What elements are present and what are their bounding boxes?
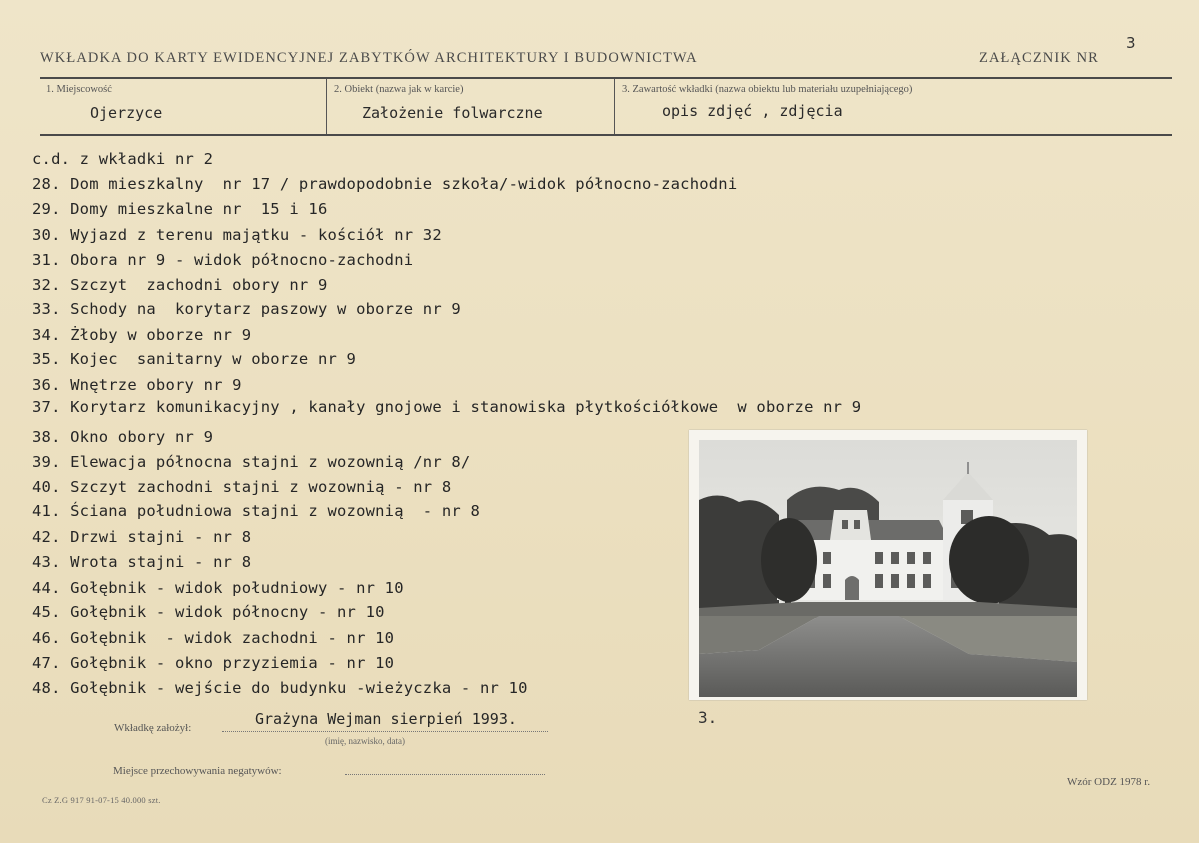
author-label: Wkładkę założył: xyxy=(114,722,192,734)
content-label: 3. Zawartość wkładki (nazwa obiektu lub materiału uzupełniającego) xyxy=(622,84,913,95)
entry-30: 30. Wyjazd z terenu majątku - kościół nr 32 xyxy=(32,226,442,244)
author-dotted-line xyxy=(222,731,548,732)
object-label: 2. Obiekt (nazwa jak w karcie) xyxy=(334,84,464,95)
manor-photo xyxy=(689,430,1087,700)
locality-value: Ojerzyce xyxy=(90,104,163,122)
entry-43: 43. Wrota stajni - nr 8 xyxy=(32,553,252,571)
content-value: opis zdjęć , zdjęcia xyxy=(662,102,843,120)
entry-31: 31. Obora nr 9 - widok północno-zachodni xyxy=(32,251,414,269)
entry-33: 33. Schody na korytarz paszowy w oborze nr 9 xyxy=(32,300,461,318)
entry-40: 40. Szczyt zachodni stajni z wozownią - nr 8 xyxy=(32,478,452,496)
entry-44: 44. Gołębnik - widok południowy - nr 10 xyxy=(32,579,404,597)
bottom-rule xyxy=(40,134,1172,136)
author-value: Grażyna Wejman sierpień 1993. xyxy=(255,710,517,728)
object-value: Założenie folwarczne xyxy=(362,104,543,122)
entry-41: 41. Ściana południowa stajni z wozownią - nr 8 xyxy=(32,502,480,520)
field-divider xyxy=(326,79,327,135)
page-number: 3 xyxy=(1126,34,1136,52)
form-title: WKŁADKA DO KARTY EWIDENCYJNEJ ZABYTKÓW ARCHITEKTURY I BUDOWNICTWA xyxy=(40,50,698,66)
negatives-label: Miejsce przechowywania negatywów: xyxy=(113,765,282,777)
entry-38: 38. Okno obory nr 9 xyxy=(32,428,214,446)
form-code: Wzór ODZ 1978 r. xyxy=(1067,776,1151,788)
annex-label: ZAŁĄCZNIK NR xyxy=(979,50,1099,66)
negatives-dotted-line xyxy=(345,774,545,775)
top-rule xyxy=(40,77,1172,79)
entry-32: 32. Szczyt zachodni obory nr 9 xyxy=(32,276,328,294)
print-info: Cz Z.G 917 91-07-15 40.000 szt. xyxy=(42,795,161,805)
entry-28: 28. Dom mieszkalny nr 17 / prawdopodobnie szkoła/-widok północno-zachodni xyxy=(32,175,738,193)
manor-house-image xyxy=(699,440,1077,697)
entry-46: 46. Gołębnik - widok zachodni - nr 10 xyxy=(32,629,395,647)
entry-48: 48. Gołębnik - wejście do budynku -wieżyczka - nr 10 xyxy=(32,679,528,697)
entry-29: 29. Domy mieszkalne nr 15 i 16 xyxy=(32,200,328,218)
locality-label: 1. Miejscowość xyxy=(46,84,112,95)
entry-34: 34. Żłoby w oborze nr 9 xyxy=(32,326,252,344)
field-divider xyxy=(614,79,615,135)
entry-42: 42. Drzwi stajni - nr 8 xyxy=(32,528,252,546)
entry-47: 47. Gołębnik - okno przyziemia - nr 10 xyxy=(32,654,395,672)
entry-36: 36. Wnętrze obory nr 9 xyxy=(32,376,242,394)
photo-number: 3. xyxy=(698,708,718,727)
author-hint: (imię, nazwisko, data) xyxy=(325,736,405,746)
entry-37: 37. Korytarz komunikacyjny , kanały gnojowe i stanowiska płytkościółkowe w oborze nr 9 xyxy=(32,398,862,416)
entry-39: 39. Elewacja północna stajni z wozownią /nr 8/ xyxy=(32,453,471,471)
entry-45: 45. Gołębnik - widok północny - nr 10 xyxy=(32,603,385,621)
continuation-note: c.d. z wkładki nr 2 xyxy=(32,150,214,168)
entry-35: 35. Kojec sanitarny w oborze nr 9 xyxy=(32,350,357,368)
